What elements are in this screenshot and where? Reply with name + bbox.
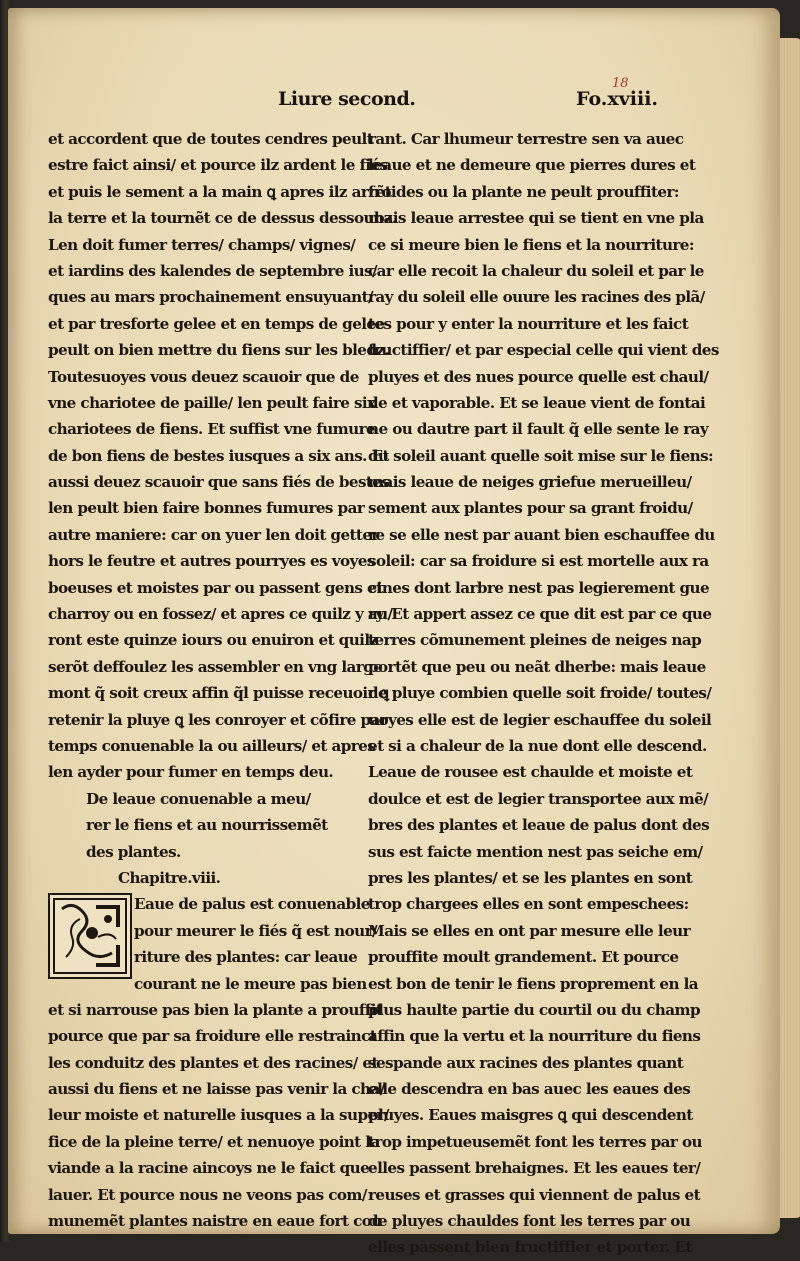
text-line: prouffite moult grandement. Et pource <box>368 948 679 967</box>
right-column <box>368 126 719 1261</box>
text-line: len peult bien faire bonnes fumures par <box>48 499 365 518</box>
text-line: Toutesuoyes vous deuez scauoir que de <box>48 367 359 386</box>
text-line: pluyes. Eaues maisgres ꝗ qui descendent <box>368 1106 693 1125</box>
running-title: Liure second. <box>278 88 416 110</box>
text-line: doulce et est de legier transportee aux mẽ/ <box>368 789 709 808</box>
handwritten-page-number: 18 <box>612 76 629 91</box>
decorated-initial-block <box>48 891 377 997</box>
text-line: plus haulte partie du courtil ou du champ <box>368 1000 700 1019</box>
folio-number: Fo.xviii. <box>576 88 659 110</box>
text-line: riture des plantes: car leaue <box>134 948 358 967</box>
text-line: autre maniere: car on yuer len doit getter <box>48 525 379 544</box>
text-line: mont q̃ soit creux affin q̃l puisse receuoir ꝗ <box>48 684 389 703</box>
text-line: pource que par sa froidure elle restrainct <box>48 1027 377 1046</box>
text-line: car elle recoit la chaleur du soleil et par le <box>368 261 704 280</box>
text-line: fructiffier/ et par especial celle qui vient des <box>368 341 719 360</box>
text-line: Eaue de palus est conuenable <box>134 895 370 914</box>
text-line: et par tresforte gelee et en temps de gelee <box>48 314 385 333</box>
heading-line: des plantes. <box>86 842 181 861</box>
text-line: rant. Car lhumeur terrestre sen va auec <box>368 130 684 148</box>
text-line: aussi deuez scauoir que sans fiés de bestes <box>48 473 390 492</box>
chapter-heading <box>86 786 358 865</box>
text-line: pour meurer le fiés q̃ est nour/ <box>134 921 377 940</box>
text-line: la terre et la tournẽt ce de dessus dessoubz. <box>48 209 397 228</box>
text-line: et puis le sement a la main ꝗ apres ilz arrẽt <box>48 182 392 201</box>
text-line: viande a la racine aincoys ne le faict que <box>48 1159 370 1178</box>
text-line: serõt deffoulez les assembler en vng large <box>48 657 383 676</box>
text-line: pluyes et des nues pource quelle est chaul/ <box>368 367 709 386</box>
text-line: trop impetueusemẽt font les terres par ou <box>368 1132 702 1151</box>
text-line: aussi du fiens et ne laisse pas venir la cha/ <box>48 1080 385 1099</box>
text-line: tes pour y enter la nourriture et les faict <box>368 314 689 333</box>
text-line: peult on bien mettre du fiens sur les bledz. <box>48 341 390 360</box>
text-line: elle descendra en bas auec les eaues des <box>368 1080 691 1099</box>
text-line: courant ne le meure pas bien <box>134 974 367 993</box>
book-page <box>8 8 780 1257</box>
text-line: bres des plantes et leaue de palus dont des <box>368 816 710 835</box>
text-line: ne ou dautre part il fault q̃ elle sente le ray <box>368 420 709 439</box>
text-line: mais leaue de neiges griefue merueilleu/ <box>368 473 692 492</box>
text-line: soleil: car sa froidure si est mortelle aux ra <box>368 552 709 571</box>
text-line: boeuses et moistes par ou passent gens et <box>48 578 383 597</box>
text-line: et iardins des kalendes de septembre ius/ <box>48 261 377 280</box>
text-line: re se elle nest par auant bien eschauffee du <box>368 525 715 544</box>
text-line: uoyes elle est de legier eschauffee du soleil <box>368 710 712 729</box>
text-line: len ayder pour fumer en temps deu. <box>48 763 334 782</box>
text-line: de bon fiens de bestes iusques a six ans. Et <box>48 446 389 465</box>
text-line: hors le feutre et autres pourryes es voyes <box>48 552 375 571</box>
page-fore-edge <box>780 38 800 1218</box>
text-line: elles passent bien fructiffier et porter. Et <box>368 1238 692 1257</box>
left-column <box>48 126 397 1234</box>
left-text-block-bottom <box>48 997 389 1235</box>
text-line: mais leaue arrestee qui se tient en vne pla <box>368 209 704 228</box>
text-line: est bon de tenir le fiens proprement en la <box>368 974 699 993</box>
text-line: leur moiste et naturelle iusques a la super/ <box>48 1106 389 1125</box>
text-line: les conduitz des plantes et des racines/ et <box>48 1053 378 1072</box>
text-line: estre faict ainsi/ et pource ilz ardent le fiés <box>48 156 388 175</box>
decorated-initial-letter-icon <box>48 893 132 979</box>
text-line: Len doit fumer terres/ champs/ vignes/ <box>48 235 356 254</box>
heading-line: De leaue conuenable a meu/ <box>86 789 311 808</box>
text-line: sement aux plantes pour sa grant froidu/ <box>368 499 693 518</box>
text-line: ront este quinze iours ou enuiron et quilz <box>48 631 378 650</box>
text-line: elles passent brehaignes. Et les eaues ter/ <box>368 1159 701 1178</box>
text-line: ques au mars prochainement ensuyuant/ <box>48 288 373 307</box>
text-line: terres cõmunement pleines de neiges nap <box>368 631 702 650</box>
text-line: et accordent que de toutes cendres peult <box>48 130 374 148</box>
text-line: et si a chaleur de la nue dont elle descend. <box>368 736 707 755</box>
text-line: cines dont larbre nest pas legierement gue <box>368 578 710 597</box>
text-line: Leaue de rousee est chaulde et moiste et <box>368 763 693 782</box>
text-line: froides ou la plante ne peult prouffiter: <box>368 182 679 201</box>
chapter-number: Chapitre.viii. <box>118 868 221 887</box>
page-header <box>8 76 780 116</box>
text-line: fice de la pleine terre/ et nenuoye point la <box>48 1132 380 1151</box>
text-line: ry. Et appert assez ce que dit est par ce que <box>368 605 712 624</box>
heading-line: rer le fiens et au nourrissemẽt <box>86 816 328 835</box>
text-line: de et vaporable. Et se leaue vient de fontai <box>368 393 706 412</box>
text-line: ce si meure bien le fiens et la nourriture: <box>368 235 694 254</box>
text-line: retenir la pluye ꝗ les conroyer et cõfire par <box>48 710 388 729</box>
text-line: du soleil auant quelle soit mise sur le fiens: <box>368 446 714 465</box>
text-line: Mais se elles en ont par mesure elle leur <box>368 921 690 940</box>
text-line: et si narrouse pas bien la plante a prouffit <box>48 1000 383 1019</box>
text-line: sespande aux racines des plantes quant <box>368 1053 684 1072</box>
text-line: portẽt que peu ou neãt dherbe: mais leaue <box>368 657 706 676</box>
text-line: trop chargees elles en sont empeschees: <box>368 895 689 914</box>
text-line: reuses et grasses qui viennent de palus et <box>368 1185 701 1204</box>
text-line: munemẽt plantes naistre en eaue fort cou <box>48 1212 382 1231</box>
text-line: de pluye combien quelle soit froide/ toutes/ <box>368 684 712 703</box>
text-line: charroy ou en fossez/ et apres ce quilz y au/ <box>48 605 393 624</box>
text-line: vne chariotee de paille/ len peult faire six <box>48 393 376 412</box>
text-line: leaue et ne demeure que pierres dures et <box>368 156 696 175</box>
text-line: temps conuenable la ou ailleurs/ et apres <box>48 736 376 755</box>
text-line: pres les plantes/ et se les plantes en sont <box>368 868 693 887</box>
text-line: de pluyes chauldes font les terres par ou <box>368 1212 691 1231</box>
text-line: chariotees de fiens. Et suffist vne fumure <box>48 420 376 439</box>
text-line: lauer. Et pource nous ne veons pas com/ <box>48 1185 367 1204</box>
text-line: sus est faicte mention nest pas seiche em/ <box>368 842 703 861</box>
text-line: ray du soleil elle ouure les racines des plã/ <box>368 288 705 307</box>
left-text-block-top <box>48 126 397 786</box>
text-line: affin que la vertu et la nourriture du fiens <box>368 1027 701 1046</box>
